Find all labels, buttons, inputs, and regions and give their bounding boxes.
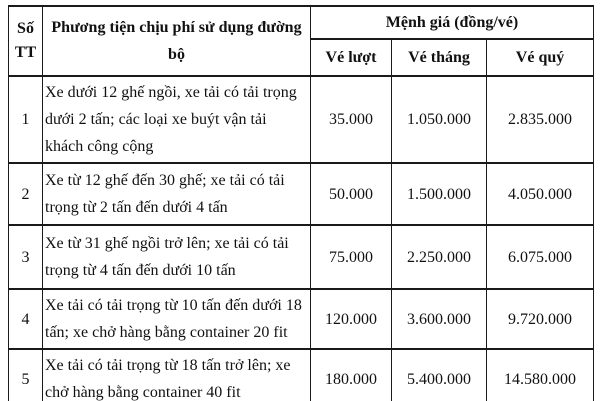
table-row <box>9 163 594 225</box>
toll-fee-table <box>8 5 594 401</box>
vehicle-description: Xe dưới 12 ghế ngồi, xe tải có tải trọng dưới 2 tấn; các loại xe buýt vận tải khách công cộng <box>43 76 311 163</box>
table-row <box>9 76 594 163</box>
fare-quarter: 2.835.000 <box>487 76 594 163</box>
col-header-ve-luot: Vé lượt <box>311 39 392 76</box>
fare-quarter: 6.075.000 <box>487 225 594 289</box>
fare-quarter: 14.580.000 <box>487 349 594 401</box>
fare-single: 180.000 <box>311 349 392 401</box>
vehicle-description: Xe từ 12 ghế đến 30 ghế; xe tải có tải trọng từ 2 tấn đến dưới 4 tấn <box>43 163 311 225</box>
col-header-stt: Số TT <box>9 6 43 76</box>
vehicle-description: Xe tải có tải trọng từ 10 tấn đến dưới 18 tấn; xe chở hàng bằng container 20 fit <box>43 289 311 349</box>
fare-month: 2.250.000 <box>392 225 487 289</box>
col-header-ve-thang: Vé tháng <box>392 39 487 76</box>
fare-single: 120.000 <box>311 289 392 349</box>
fare-single: 75.000 <box>311 225 392 289</box>
row-number: 1 <box>9 76 43 163</box>
table-row <box>9 349 594 401</box>
col-header-price-group: Mệnh giá (đồng/vé) <box>311 6 594 39</box>
fare-month: 1.050.000 <box>392 76 487 163</box>
row-number: 3 <box>9 225 43 289</box>
vehicle-description: Xe tải có tải trọng từ 18 tấn trở lên; xe chở hàng bằng container 40 fit <box>43 349 311 401</box>
fare-month: 1.500.000 <box>392 163 487 225</box>
fare-single: 50.000 <box>311 163 392 225</box>
fare-month: 3.600.000 <box>392 289 487 349</box>
row-number: 2 <box>9 163 43 225</box>
vehicle-description: Xe từ 31 ghế ngồi trở lên; xe tải có tải trọng từ 4 tấn đến dưới 10 tấn <box>43 225 311 289</box>
fare-single: 35.000 <box>311 76 392 163</box>
header-row-top <box>9 6 594 39</box>
fare-quarter: 9.720.000 <box>487 289 594 349</box>
table-row <box>9 225 594 289</box>
fare-month: 5.400.000 <box>392 349 487 401</box>
row-number: 4 <box>9 289 43 349</box>
fare-quarter: 4.050.000 <box>487 163 594 225</box>
table-row <box>9 289 594 349</box>
row-number: 5 <box>9 349 43 401</box>
col-header-vehicle: Phương tiện chịu phí sử dụng đường bộ <box>43 6 311 76</box>
col-header-ve-quy: Vé quý <box>487 39 594 76</box>
